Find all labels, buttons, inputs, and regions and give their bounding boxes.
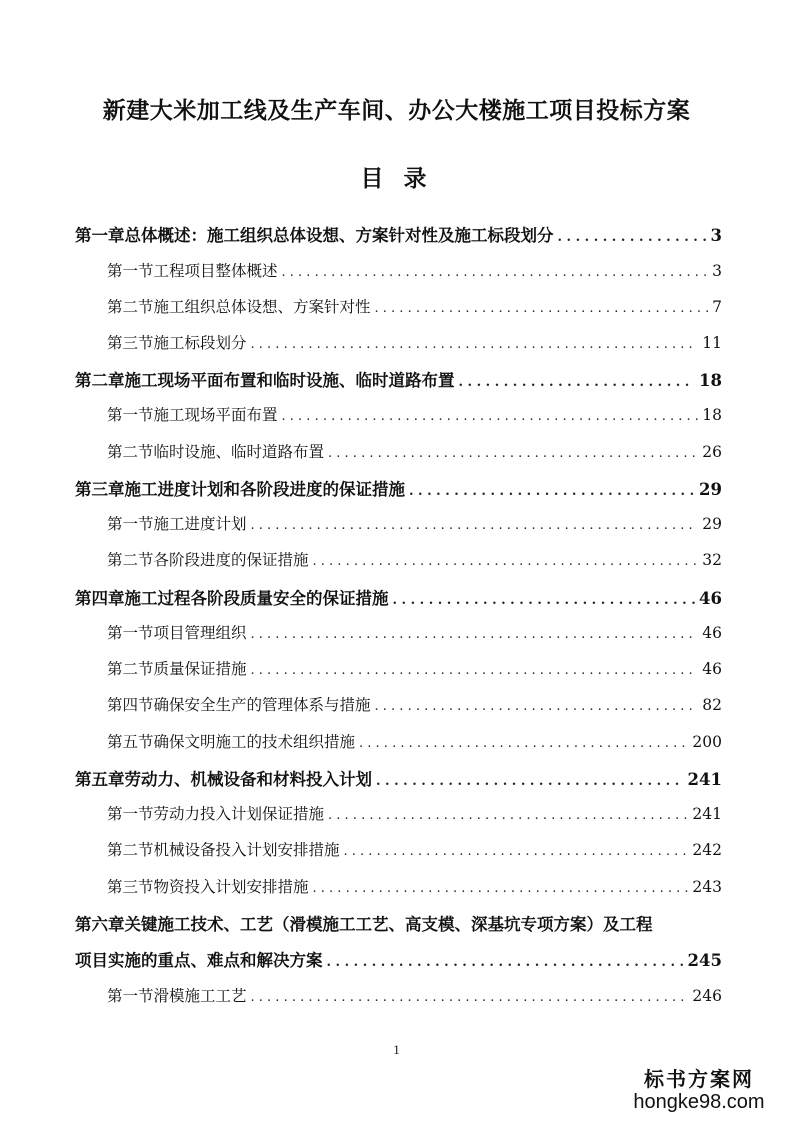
dot-leader <box>328 446 698 461</box>
dot-leader <box>459 375 696 390</box>
toc-entry-section[interactable] <box>107 259 722 281</box>
dot-leader <box>558 230 707 245</box>
dot-leader <box>328 808 688 823</box>
toc-entry-section[interactable] <box>107 403 722 425</box>
toc-entry-label: 第一节施工现场平面布置 <box>107 406 278 424</box>
toc-entry-section[interactable] <box>107 331 722 353</box>
dot-leader <box>313 881 689 896</box>
dot-leader <box>251 990 689 1005</box>
toc-entry-page: 46 <box>702 624 722 642</box>
toc-entry-page: 242 <box>692 841 722 859</box>
toc-entry-label: 项目实施的重点、难点和解决方案 <box>75 951 323 970</box>
dot-leader <box>282 265 709 280</box>
watermark-brand: 标书方案网 <box>644 1067 754 1091</box>
toc-entry-section[interactable] <box>107 621 722 643</box>
toc-entry-label: 第四章施工过程各阶段质量安全的保证措施 <box>75 589 389 608</box>
toc-entry-label: 第五节确保文明施工的技术组织措施 <box>107 733 356 751</box>
toc-entry-chapter-4[interactable] <box>75 585 722 609</box>
toc-entry-page: 3 <box>712 262 722 280</box>
toc-entry-chapter-2[interactable] <box>75 367 722 391</box>
toc-entry-page: 18 <box>699 371 722 390</box>
toc-entry-section[interactable] <box>107 295 722 317</box>
toc-entry-section[interactable] <box>107 730 722 752</box>
toc-entry-label: 第六章关键施工技术、工艺（滑模施工工艺、高支模、深基坑专项方案）及工程 <box>75 915 653 934</box>
toc-entry-chapter-1[interactable] <box>75 222 722 246</box>
toc-entry-page: 241 <box>692 805 722 823</box>
toc-entry-label: 第一节劳动力投入计划保证措施 <box>107 805 325 823</box>
dot-leader <box>359 736 688 751</box>
toc-entry-page: 32 <box>702 551 722 569</box>
toc-entry-page: 7 <box>712 298 722 316</box>
toc-entry-page: 29 <box>702 515 722 533</box>
toc-entry-section[interactable] <box>107 693 722 715</box>
toc-entry-section[interactable] <box>107 875 722 897</box>
dot-leader <box>251 663 699 678</box>
toc-entry-section[interactable] <box>107 984 722 1006</box>
toc-entry-page: 243 <box>692 878 722 896</box>
toc-entry-page: 82 <box>702 696 722 714</box>
toc-entry-chapter-3[interactable] <box>75 476 722 500</box>
dot-leader <box>375 301 709 316</box>
toc-entry-label: 第二章施工现场平面布置和临时设施、临时道路布置 <box>75 371 455 390</box>
toc-entry-label: 第二节临时设施、临时道路布置 <box>107 443 325 461</box>
document-title: 新建大米加工线及生产车间、办公大楼施工项目投标方案 <box>102 97 691 124</box>
toc-entry-label: 第二节机械设备投入计划安排措施 <box>107 841 340 859</box>
toc-entry-label: 第二节施工组织总体设想、方案针对性 <box>107 298 371 316</box>
watermark-url: hongke98.com <box>633 1091 765 1113</box>
toc-entry-label: 第一节项目管理组织 <box>107 624 247 642</box>
toc-heading: 目 录 <box>360 165 433 192</box>
toc-entry-section[interactable] <box>107 802 722 824</box>
dot-leader <box>282 409 699 424</box>
toc-entry-chapter-6-line1[interactable] <box>75 911 722 935</box>
dot-leader <box>313 554 699 569</box>
dot-leader <box>251 518 699 533</box>
toc-entry-page: 46 <box>702 660 722 678</box>
toc-entry-page: 241 <box>687 770 722 789</box>
toc-entry-section[interactable] <box>107 440 722 462</box>
dot-leader <box>344 844 689 859</box>
dot-leader <box>251 627 699 642</box>
toc-entry-page: 245 <box>687 951 722 970</box>
toc-entry-page: 26 <box>702 443 722 461</box>
toc-entry-label: 第一节工程项目整体概述 <box>107 262 278 280</box>
toc-entry-page: 46 <box>699 589 722 608</box>
toc-entry-chapter-5[interactable] <box>75 766 722 790</box>
toc-entry-section[interactable] <box>107 838 722 860</box>
toc-entry-label: 第三章施工进度计划和各阶段进度的保证措施 <box>75 480 405 499</box>
toc-entry-label: 第一节滑模施工工艺 <box>107 987 247 1005</box>
toc-entry-section[interactable] <box>107 512 722 534</box>
toc-entry-chapter-6-line2[interactable] <box>75 947 722 971</box>
toc-entry-label: 第二节质量保证措施 <box>107 660 247 678</box>
toc-entry-label: 第一节施工进度计划 <box>107 515 247 533</box>
toc-entry-page: 3 <box>710 226 722 245</box>
watermark-logo <box>619 1068 779 1114</box>
toc-entry-page: 200 <box>692 733 722 751</box>
toc-entry-label: 第三节物资投入计划安排措施 <box>107 878 309 896</box>
toc-entry-label: 第四节确保安全生产的管理体系与措施 <box>107 696 371 714</box>
page-number: 1 <box>393 1042 400 1057</box>
dot-leader <box>327 955 684 970</box>
dot-leader <box>376 774 684 789</box>
toc-entry-page: 18 <box>702 406 722 424</box>
dot-leader <box>375 699 699 714</box>
dot-leader <box>393 593 696 608</box>
dot-leader <box>251 337 699 352</box>
toc-entry-label: 第二节各阶段进度的保证措施 <box>107 551 309 569</box>
toc-entry-page: 246 <box>692 987 722 1005</box>
dot-leader <box>409 484 695 499</box>
toc-entry-section[interactable] <box>107 657 722 679</box>
toc-entry-label: 第三节施工标段划分 <box>107 334 247 352</box>
toc-entry-label: 第一章总体概述：施工组织总体设想、方案针对性及施工标段划分 <box>75 226 554 245</box>
toc-entry-label: 第五章劳动力、机械设备和材料投入计划 <box>75 770 372 789</box>
toc-entry-section[interactable] <box>107 548 722 570</box>
toc-entry-page: 29 <box>699 480 722 499</box>
toc-entry-page: 11 <box>702 334 722 352</box>
